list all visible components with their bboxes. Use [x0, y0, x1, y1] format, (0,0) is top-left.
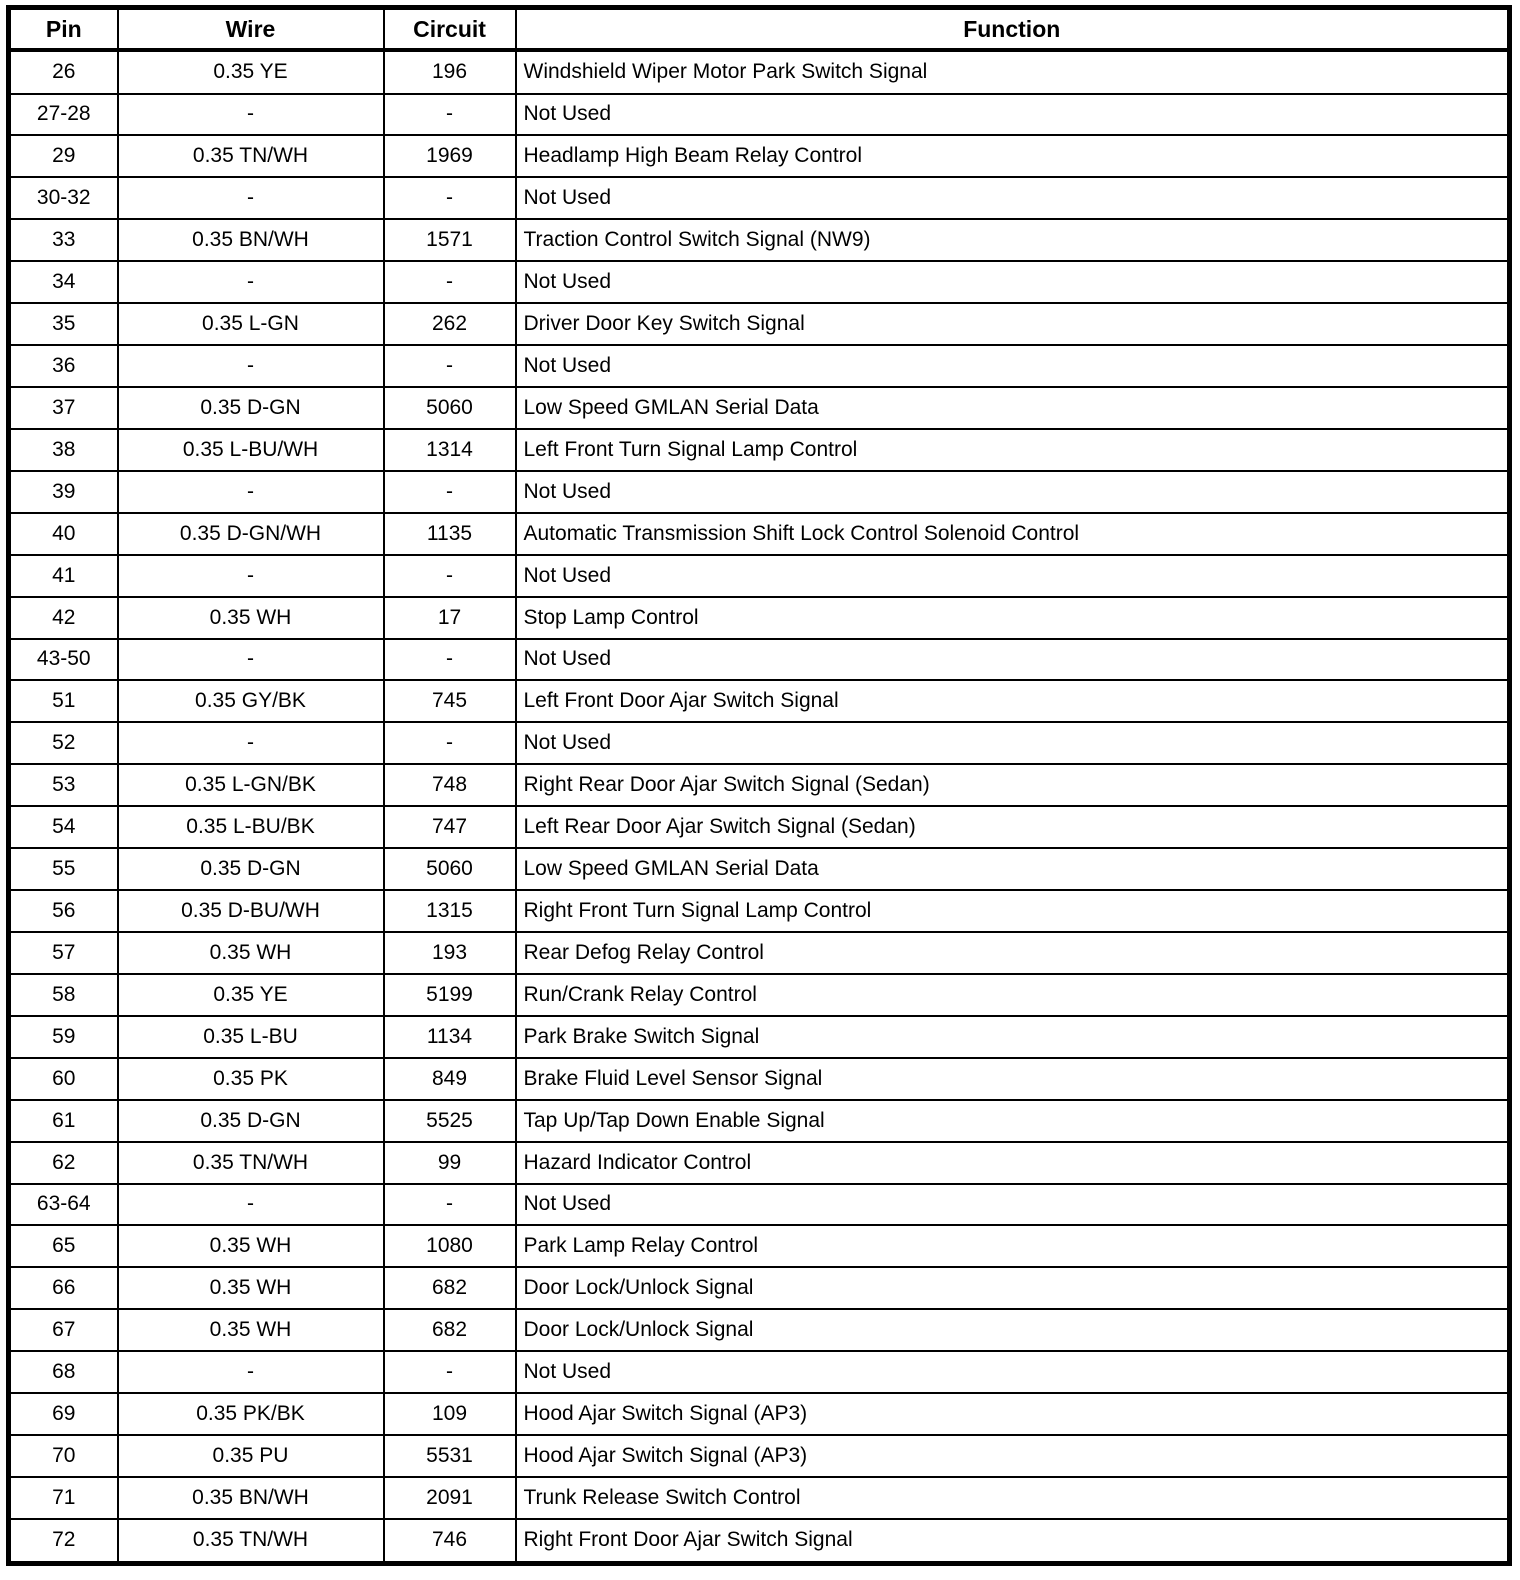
function-cell: Left Front Door Ajar Switch Signal [516, 680, 1510, 722]
function-cell: Left Front Turn Signal Lamp Control [516, 429, 1510, 471]
pin-cell: 65 [9, 1225, 118, 1267]
function-cell: Driver Door Key Switch Signal [516, 303, 1510, 345]
pin-cell: 43-50 [9, 639, 118, 681]
wire-cell: 0.35 D-GN [118, 1100, 384, 1142]
wire-cell: 0.35 D-GN/WH [118, 513, 384, 555]
circuit-cell: - [384, 1351, 516, 1393]
pinout-table [6, 5, 1512, 1566]
table-body [9, 50, 1510, 1564]
col-header-wire: Wire [118, 8, 384, 51]
function-cell: Low Speed GMLAN Serial Data [516, 848, 1510, 890]
circuit-cell: 5060 [384, 848, 516, 890]
table-row [9, 1100, 1510, 1142]
function-cell: Not Used [516, 177, 1510, 219]
table-row [9, 345, 1510, 387]
pin-cell: 66 [9, 1267, 118, 1309]
wire-cell: 0.35 GY/BK [118, 680, 384, 722]
pin-cell: 55 [9, 848, 118, 890]
table-row [9, 303, 1510, 345]
pin-cell: 39 [9, 471, 118, 513]
wire-cell: 0.35 L-BU/WH [118, 429, 384, 471]
circuit-cell: 5060 [384, 387, 516, 429]
pin-cell: 52 [9, 722, 118, 764]
pin-cell: 40 [9, 513, 118, 555]
wire-cell: 0.35 YE [118, 50, 384, 94]
function-cell: Park Brake Switch Signal [516, 1016, 1510, 1058]
function-cell: Hazard Indicator Control [516, 1142, 1510, 1184]
wire-cell: 0.35 WH [118, 597, 384, 639]
pin-cell: 71 [9, 1477, 118, 1519]
wire-cell: 0.35 WH [118, 1267, 384, 1309]
function-cell: Right Rear Door Ajar Switch Signal (Sedan) [516, 764, 1510, 806]
table-row [9, 513, 1510, 555]
pin-cell: 70 [9, 1435, 118, 1477]
function-cell: Not Used [516, 1351, 1510, 1393]
circuit-cell: 745 [384, 680, 516, 722]
function-cell: Door Lock/Unlock Signal [516, 1267, 1510, 1309]
pin-cell: 37 [9, 387, 118, 429]
table-row [9, 219, 1510, 261]
wire-cell: - [118, 1351, 384, 1393]
wire-cell: 0.35 PK [118, 1058, 384, 1100]
circuit-cell: 5531 [384, 1435, 516, 1477]
table-row [9, 1519, 1510, 1564]
wire-cell: 0.35 WH [118, 932, 384, 974]
wire-cell: 0.35 TN/WH [118, 135, 384, 177]
wire-cell: 0.35 D-BU/WH [118, 890, 384, 932]
table-row [9, 261, 1510, 303]
pin-cell: 27-28 [9, 94, 118, 136]
wire-cell: 0.35 L-BU/BK [118, 806, 384, 848]
function-cell: Not Used [516, 555, 1510, 597]
wire-cell: 0.35 L-BU [118, 1016, 384, 1058]
table-row [9, 932, 1510, 974]
table-row [9, 680, 1510, 722]
pin-cell: 34 [9, 261, 118, 303]
circuit-cell: - [384, 555, 516, 597]
function-cell: Left Rear Door Ajar Switch Signal (Sedan) [516, 806, 1510, 848]
circuit-cell: 1134 [384, 1016, 516, 1058]
circuit-cell: 682 [384, 1267, 516, 1309]
pin-cell: 59 [9, 1016, 118, 1058]
circuit-cell: 1315 [384, 890, 516, 932]
table-row [9, 848, 1510, 890]
table-row [9, 387, 1510, 429]
pin-cell: 56 [9, 890, 118, 932]
table-row [9, 1435, 1510, 1477]
pin-cell: 35 [9, 303, 118, 345]
wire-cell: - [118, 1184, 384, 1226]
function-cell: Park Lamp Relay Control [516, 1225, 1510, 1267]
circuit-cell: 682 [384, 1309, 516, 1351]
wire-cell: 0.35 PU [118, 1435, 384, 1477]
circuit-cell: 5525 [384, 1100, 516, 1142]
circuit-cell: 748 [384, 764, 516, 806]
wire-cell: 0.35 L-GN/BK [118, 764, 384, 806]
table-row [9, 1267, 1510, 1309]
function-cell: Rear Defog Relay Control [516, 932, 1510, 974]
table-row [9, 806, 1510, 848]
function-cell: Door Lock/Unlock Signal [516, 1309, 1510, 1351]
circuit-cell: - [384, 471, 516, 513]
circuit-cell: - [384, 261, 516, 303]
pin-cell: 61 [9, 1100, 118, 1142]
circuit-cell: 849 [384, 1058, 516, 1100]
circuit-cell: 1314 [384, 429, 516, 471]
circuit-cell: 746 [384, 1519, 516, 1564]
table-row [9, 722, 1510, 764]
pin-cell: 69 [9, 1393, 118, 1435]
circuit-cell: 747 [384, 806, 516, 848]
table-row [9, 135, 1510, 177]
circuit-cell: - [384, 1184, 516, 1226]
function-cell: Headlamp High Beam Relay Control [516, 135, 1510, 177]
pin-cell: 41 [9, 555, 118, 597]
wire-cell: 0.35 D-GN [118, 848, 384, 890]
function-cell: Right Front Door Ajar Switch Signal [516, 1519, 1510, 1564]
pin-cell: 51 [9, 680, 118, 722]
wire-cell: 0.35 TN/WH [118, 1142, 384, 1184]
table-row [9, 1016, 1510, 1058]
pin-cell: 58 [9, 974, 118, 1016]
function-cell: Run/Crank Relay Control [516, 974, 1510, 1016]
pin-cell: 26 [9, 50, 118, 94]
function-cell: Not Used [516, 639, 1510, 681]
table-row [9, 1477, 1510, 1519]
pin-cell: 72 [9, 1519, 118, 1564]
circuit-cell: 5199 [384, 974, 516, 1016]
wire-cell: 0.35 YE [118, 974, 384, 1016]
wire-cell: - [118, 555, 384, 597]
circuit-cell: 196 [384, 50, 516, 94]
circuit-cell: 1080 [384, 1225, 516, 1267]
function-cell: Tap Up/Tap Down Enable Signal [516, 1100, 1510, 1142]
wire-cell: 0.35 L-GN [118, 303, 384, 345]
table-row [9, 471, 1510, 513]
wire-cell: - [118, 177, 384, 219]
pin-cell: 36 [9, 345, 118, 387]
wire-cell: - [118, 471, 384, 513]
col-header-function: Function [516, 8, 1510, 51]
table-row [9, 1309, 1510, 1351]
wire-cell: - [118, 722, 384, 764]
wire-cell: 0.35 PK/BK [118, 1393, 384, 1435]
table-row [9, 429, 1510, 471]
function-cell: Low Speed GMLAN Serial Data [516, 387, 1510, 429]
table-row [9, 1184, 1510, 1226]
wire-cell: 0.35 BN/WH [118, 1477, 384, 1519]
pin-cell: 33 [9, 219, 118, 261]
function-cell: Right Front Turn Signal Lamp Control [516, 890, 1510, 932]
wire-cell: 0.35 TN/WH [118, 1519, 384, 1564]
function-cell: Stop Lamp Control [516, 597, 1510, 639]
function-cell: Not Used [516, 1184, 1510, 1226]
pin-cell: 38 [9, 429, 118, 471]
pin-cell: 29 [9, 135, 118, 177]
pin-cell: 67 [9, 1309, 118, 1351]
circuit-cell: 109 [384, 1393, 516, 1435]
pin-cell: 68 [9, 1351, 118, 1393]
header-row [9, 8, 1510, 51]
pin-cell: 63-64 [9, 1184, 118, 1226]
circuit-cell: 1135 [384, 513, 516, 555]
function-cell: Not Used [516, 471, 1510, 513]
pin-cell: 30-32 [9, 177, 118, 219]
circuit-cell: 193 [384, 932, 516, 974]
table-row [9, 1393, 1510, 1435]
pin-cell: 42 [9, 597, 118, 639]
col-header-pin: Pin [9, 8, 118, 51]
table-row [9, 177, 1510, 219]
function-cell: Not Used [516, 261, 1510, 303]
wire-cell: 0.35 WH [118, 1225, 384, 1267]
pin-cell: 53 [9, 764, 118, 806]
table-row [9, 94, 1510, 136]
function-cell: Not Used [516, 722, 1510, 764]
function-cell: Automatic Transmission Shift Lock Control Solenoid Control [516, 513, 1510, 555]
function-cell: Windshield Wiper Motor Park Switch Signal [516, 50, 1510, 94]
circuit-cell: - [384, 177, 516, 219]
circuit-cell: - [384, 94, 516, 136]
table-row [9, 764, 1510, 806]
pin-cell: 60 [9, 1058, 118, 1100]
circuit-cell: 1969 [384, 135, 516, 177]
wire-cell: - [118, 261, 384, 303]
table-row [9, 597, 1510, 639]
table-row [9, 1142, 1510, 1184]
table-row [9, 555, 1510, 597]
wire-cell: 0.35 WH [118, 1309, 384, 1351]
col-header-circuit: Circuit [384, 8, 516, 51]
pin-cell: 57 [9, 932, 118, 974]
function-cell: Traction Control Switch Signal (NW9) [516, 219, 1510, 261]
pin-cell: 62 [9, 1142, 118, 1184]
table-header [9, 8, 1510, 51]
wire-cell: 0.35 D-GN [118, 387, 384, 429]
wire-cell: - [118, 345, 384, 387]
function-cell: Hood Ajar Switch Signal (AP3) [516, 1435, 1510, 1477]
table-row [9, 890, 1510, 932]
function-cell: Brake Fluid Level Sensor Signal [516, 1058, 1510, 1100]
table-row [9, 639, 1510, 681]
function-cell: Hood Ajar Switch Signal (AP3) [516, 1393, 1510, 1435]
circuit-cell: 17 [384, 597, 516, 639]
table-row [9, 974, 1510, 1016]
table-row [9, 50, 1510, 94]
circuit-cell: 99 [384, 1142, 516, 1184]
wire-cell: - [118, 639, 384, 681]
circuit-cell: - [384, 345, 516, 387]
function-cell: Trunk Release Switch Control [516, 1477, 1510, 1519]
circuit-cell: - [384, 639, 516, 681]
wire-cell: - [118, 94, 384, 136]
circuit-cell: 1571 [384, 219, 516, 261]
wire-cell: 0.35 BN/WH [118, 219, 384, 261]
circuit-cell: - [384, 722, 516, 764]
table-row [9, 1058, 1510, 1100]
table-row [9, 1351, 1510, 1393]
circuit-cell: 2091 [384, 1477, 516, 1519]
function-cell: Not Used [516, 345, 1510, 387]
circuit-cell: 262 [384, 303, 516, 345]
function-cell: Not Used [516, 94, 1510, 136]
pin-cell: 54 [9, 806, 118, 848]
table-row [9, 1225, 1510, 1267]
